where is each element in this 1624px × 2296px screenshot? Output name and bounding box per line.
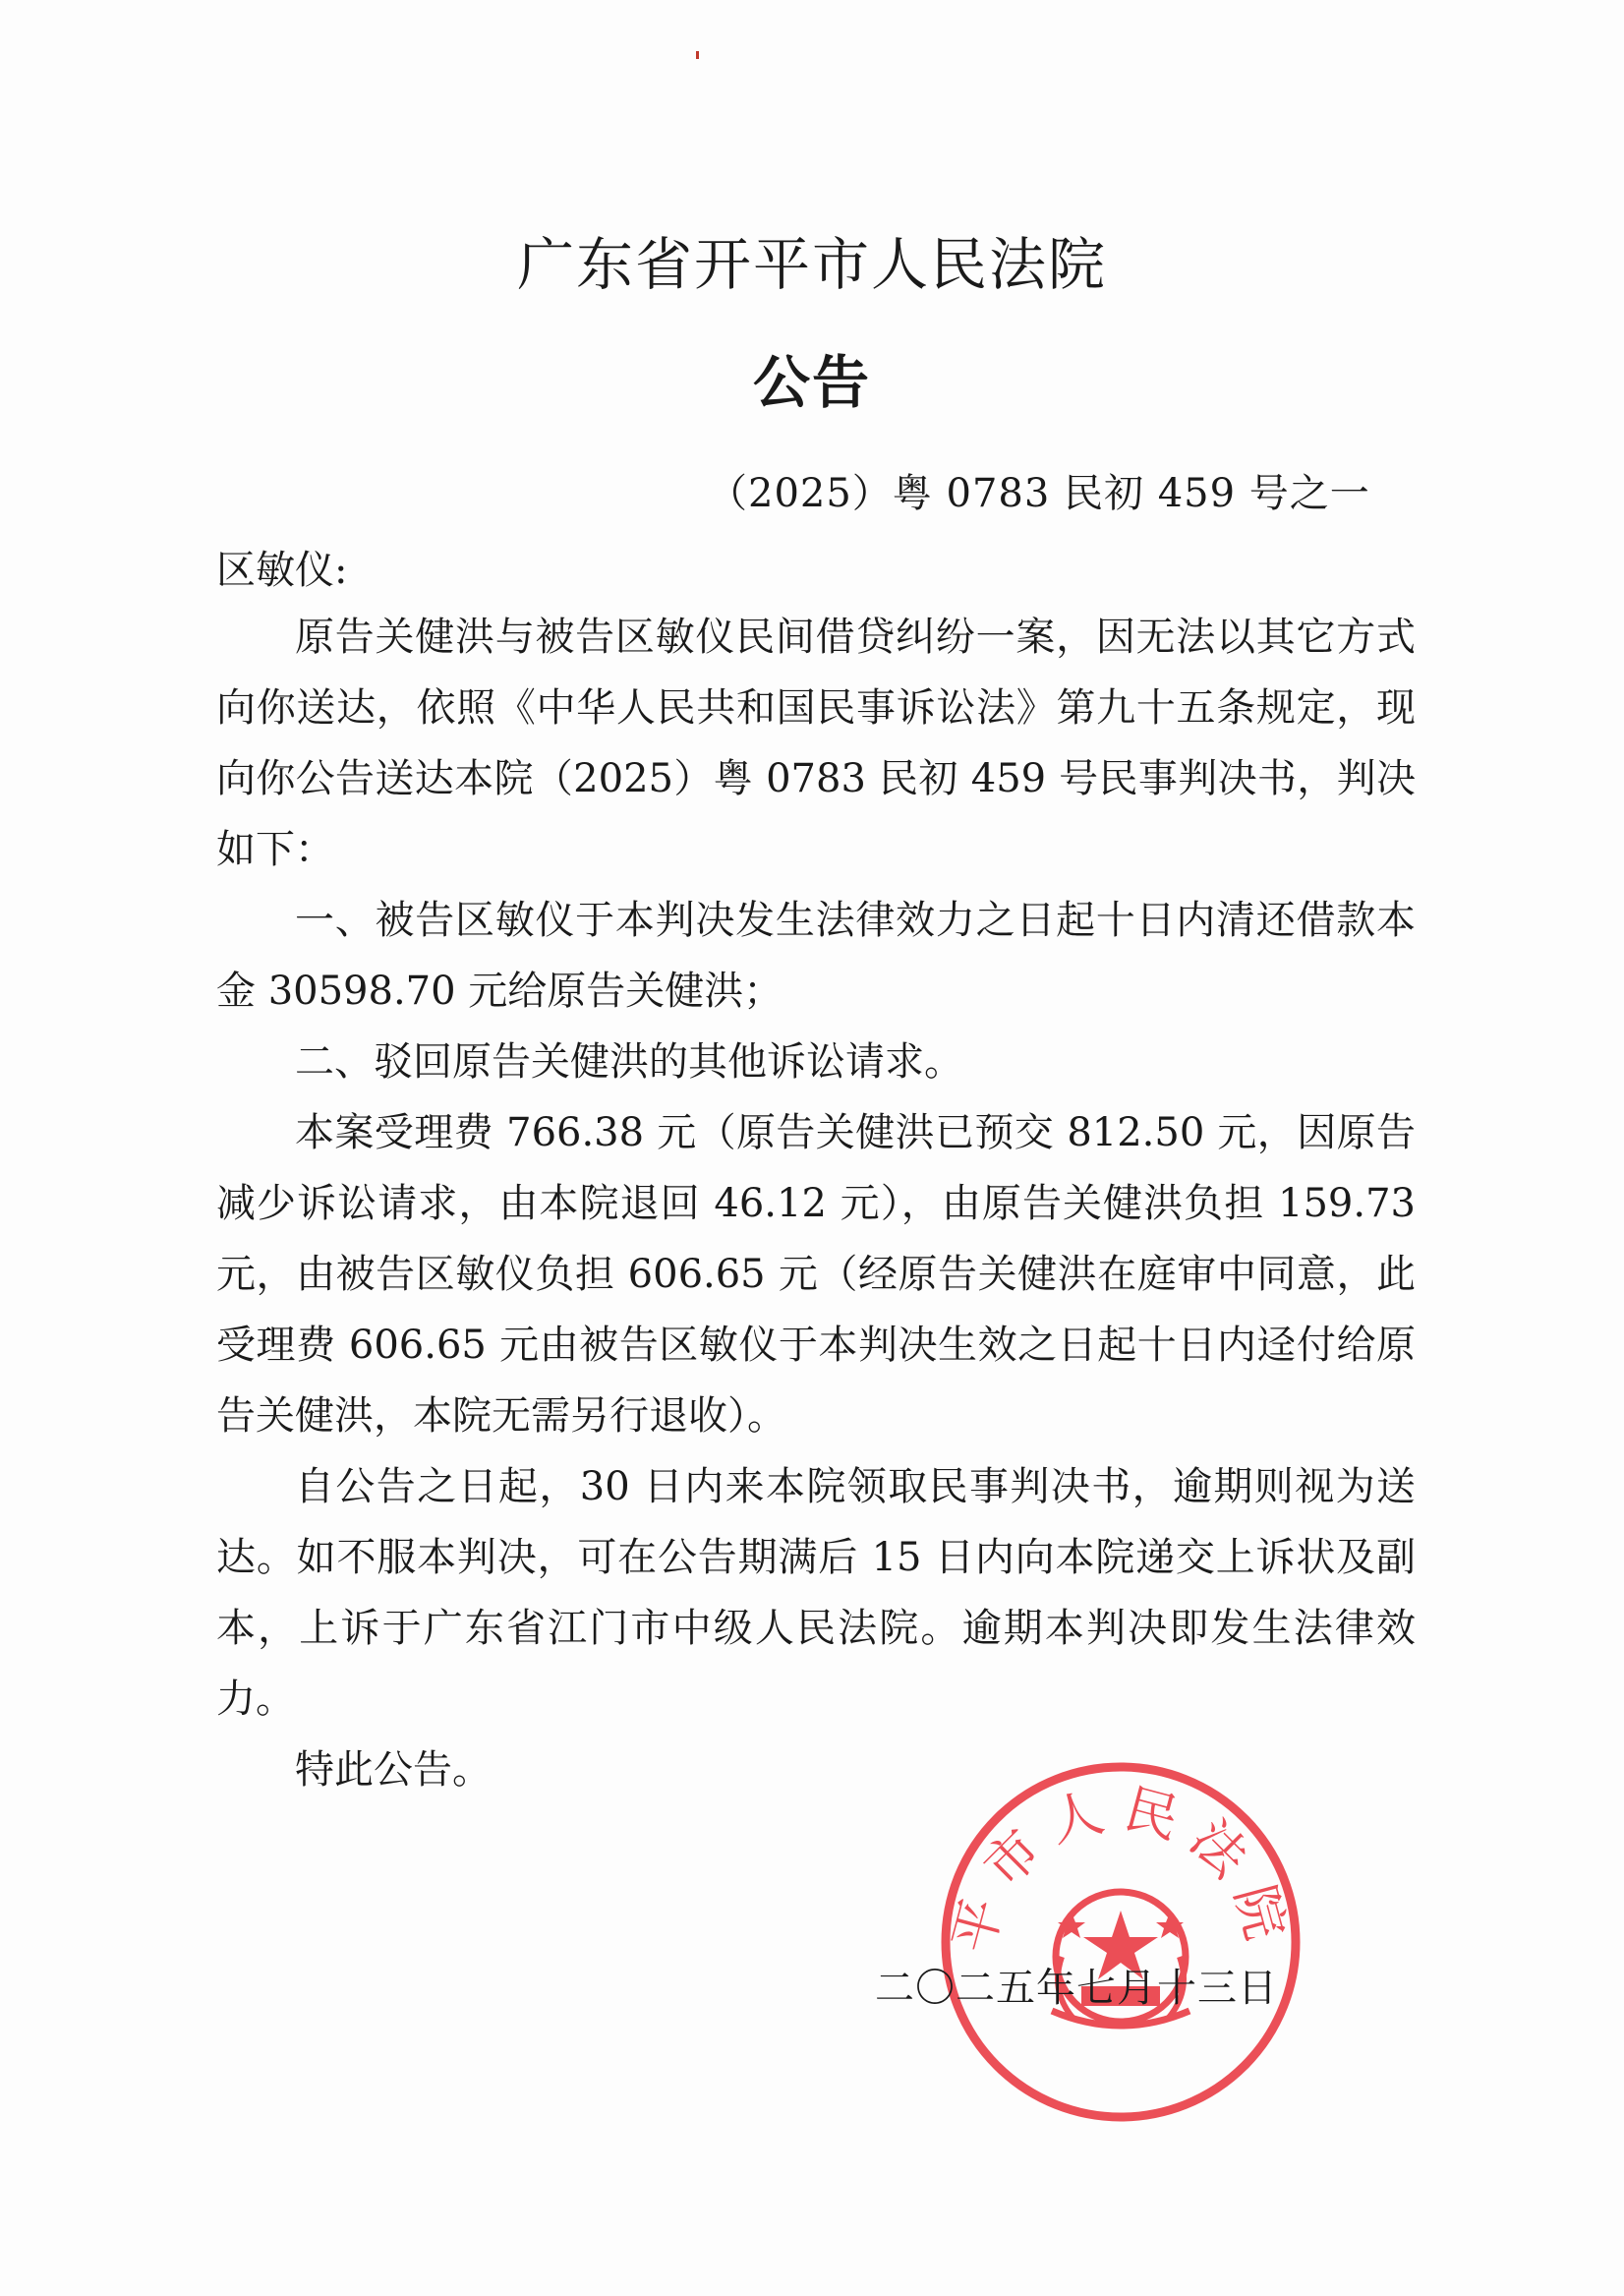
addressee: 区敏仪:	[216, 548, 348, 593]
court-name: 广东省开平市人民法院	[516, 231, 1107, 298]
paragraph-intro: 原告关健洪与被告区敏仪民间借贷纠纷一案，因无法以其它方式向你送达，依照《中华人民共和国民事诉讼法》第九十五条规定，现向你公告送达本院（2025）粤 0783 民初 459 号民事判决书，判决如下：	[216, 615, 1416, 872]
case-number: （2025）粤 0783 民初 459 号之一	[708, 471, 1370, 516]
paragraph-court-fees: 本案受理费 766.38 元（原告关健洪已预交 812.50 元，因原告减少诉讼请求，由本院退回 46.12 元），由原告关健洪负担 159.73 元，由被告区敏仪负担 606.65 元（经原告关健洪在庭审中同意，此受理费 606.65 元由被告区敏仪于本判决生效之日起十日内迳付给原告关健洪，本院无需另行退收）。	[216, 1110, 1416, 1439]
paragraph-service-and-appeal: 自公告之日起，30 日内来本院领取民事判决书，逾期则视为送达。如不服本判决，可在公告期满后 15 日内向本院递交上诉状及副本，上诉于广东省江门市中级人民法院。逾期本判决即发生法律效力。	[216, 1464, 1416, 1722]
seal-text: 平市人民法院	[941, 1777, 1301, 1960]
issue-date: 二〇二五年七月十三日	[875, 1966, 1278, 2011]
court-seal	[924, 1745, 1317, 2139]
scan-mark	[696, 51, 699, 59]
paragraph-closing: 特此公告。	[295, 1747, 492, 1793]
document-title: 公告	[752, 349, 871, 416]
notice-body	[216, 602, 1416, 1805]
paragraph-judgment-item-2: 二、驳回原告关健洪的其他诉讼请求。	[295, 1039, 963, 1085]
paragraph-judgment-item-1: 一、被告区敏仪于本判决发生法律效力之日起十日内清还借款本金 30598.70 元给原告关健洪；	[216, 898, 1416, 1014]
